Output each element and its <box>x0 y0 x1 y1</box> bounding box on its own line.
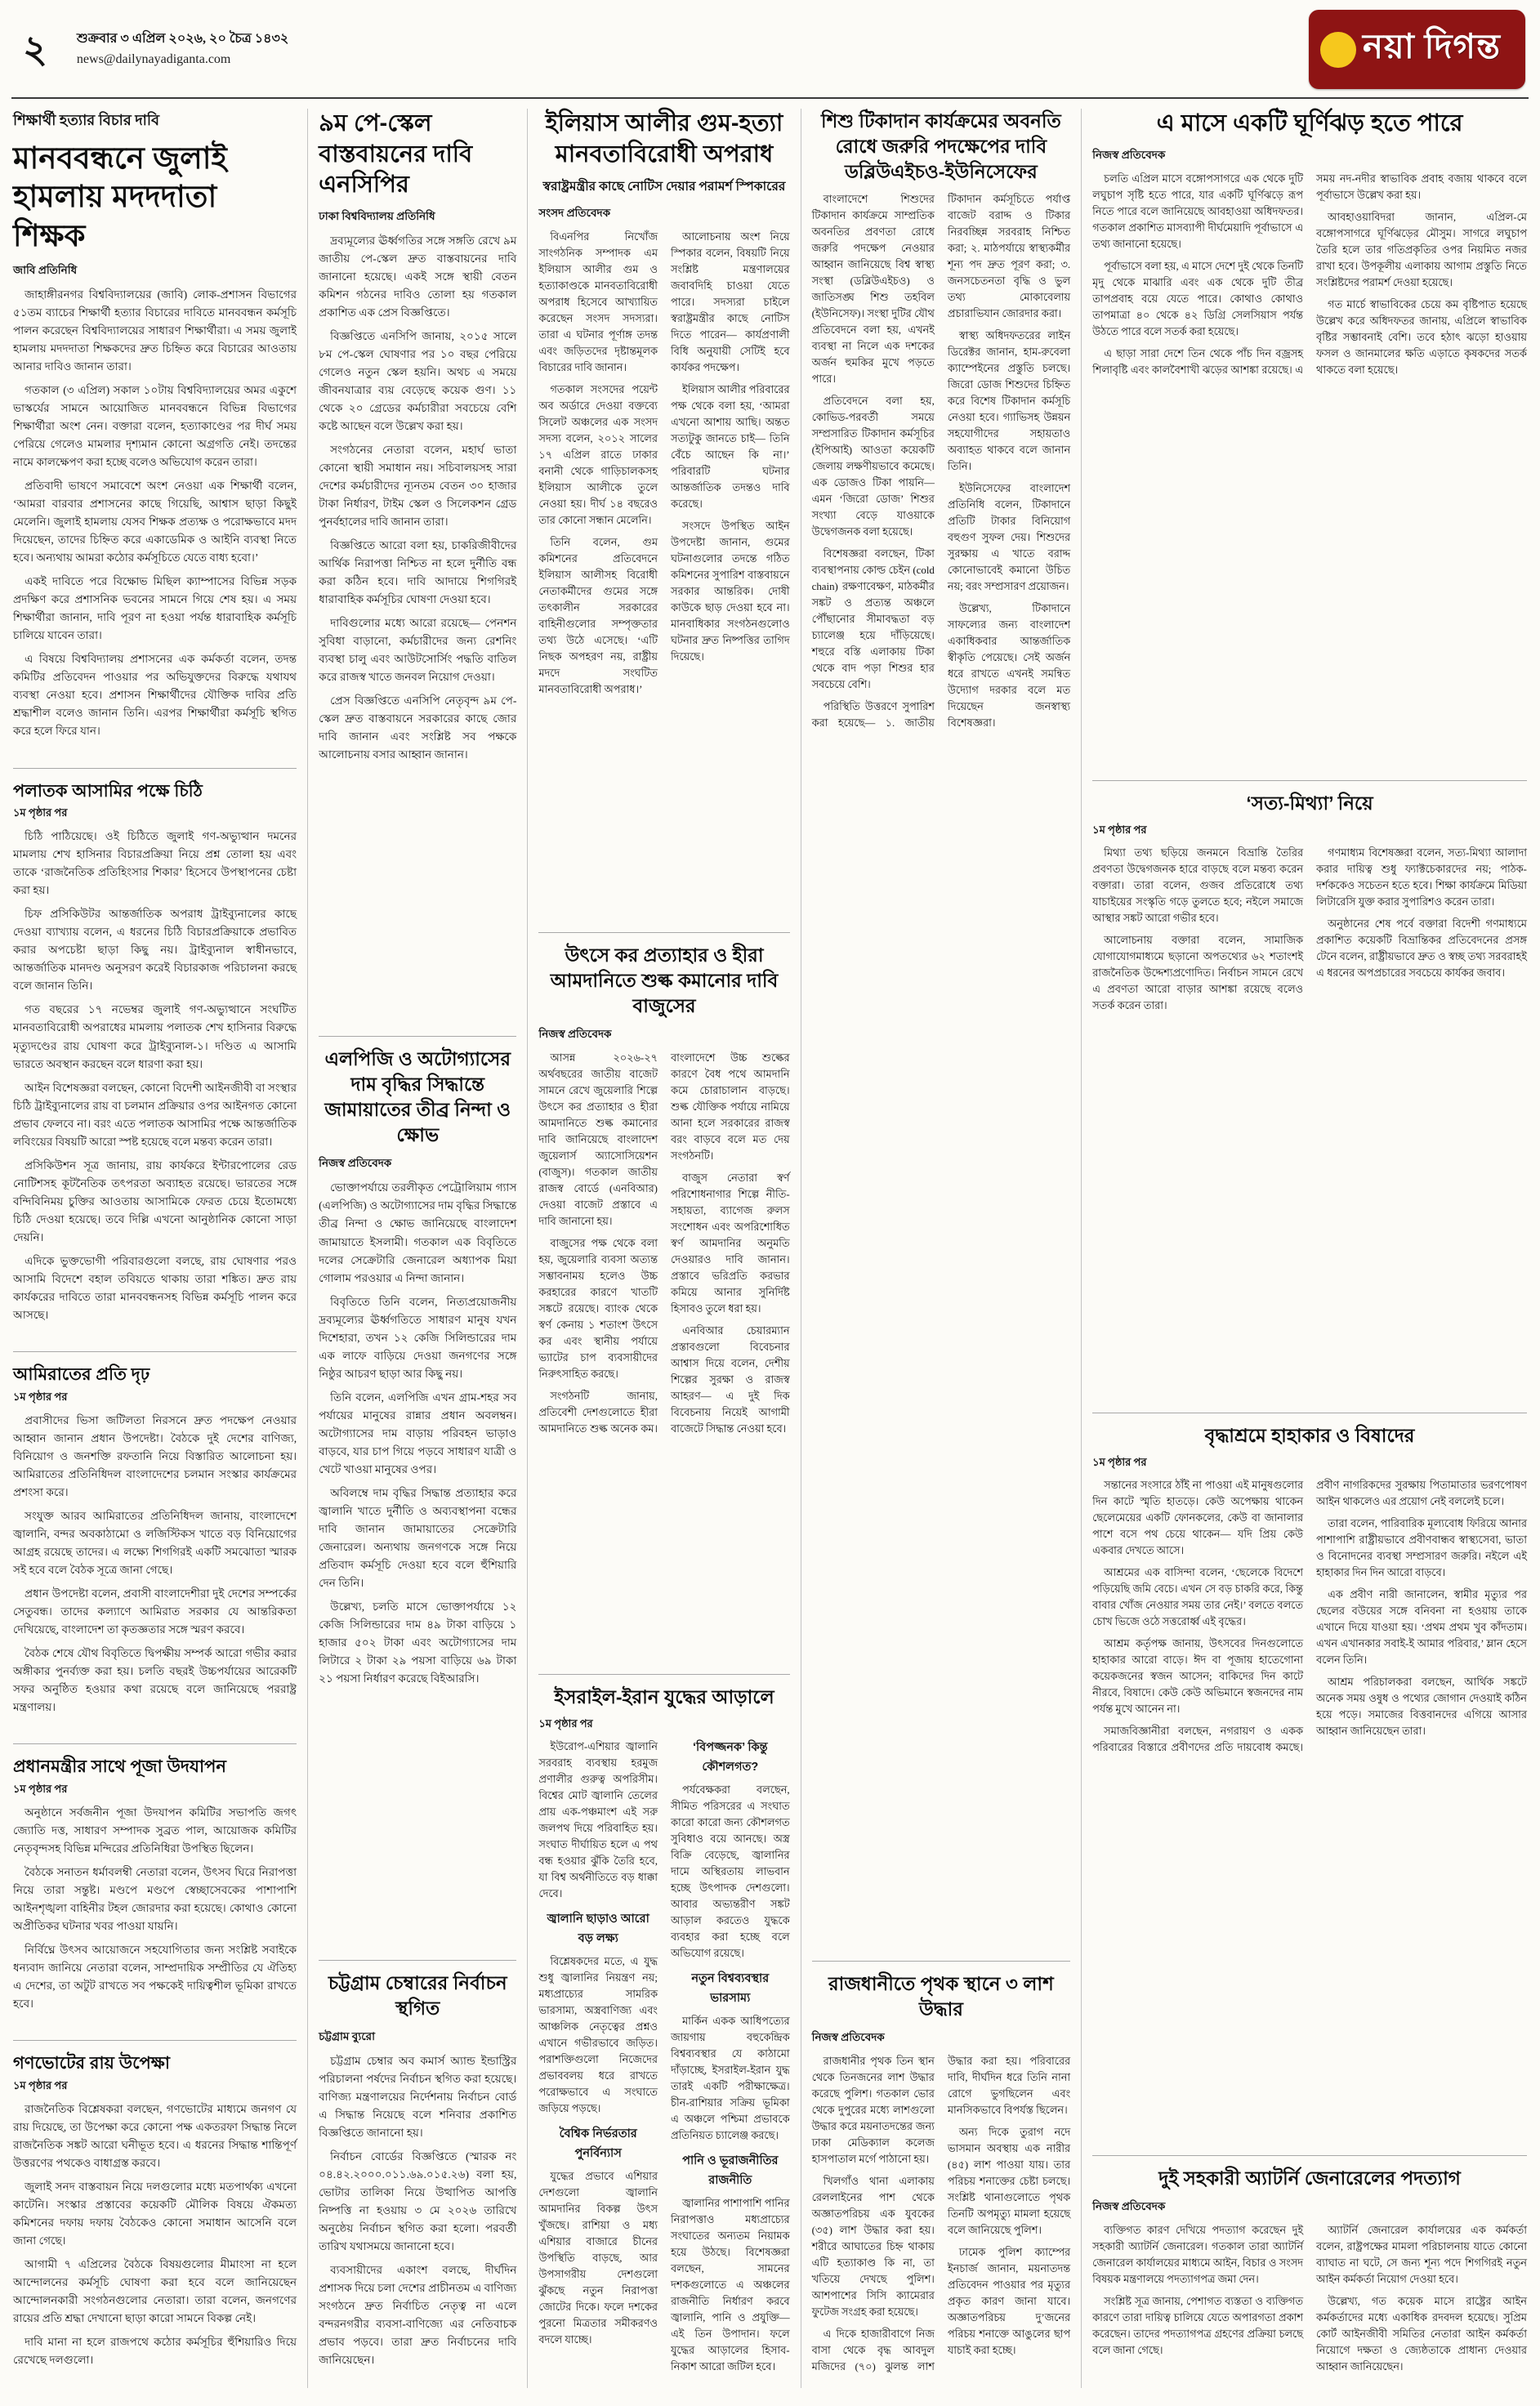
article-headline: ৯ম পে-স্কেল বাস্তবায়নের দাবি এনসিপির <box>319 110 473 199</box>
body-paragraph: এক প্রবীণ নারী জানালেন, স্বামীর মৃত্যুর পর ছেলের বউয়ের সঙ্গে বনিবনা না হওয়ায় তাকে এখানে দিয়ে যাওয়া হয়। ‘প্রথম প্রথম খুব কাঁদতাম। এখন এখানকার সবাই-ই আমার পরিবার,’ ম্লান হেসে বলেন তিনি। <box>1316 1589 1527 1667</box>
body-paragraph: বিএনপির নিখোঁজ সাংগঠনিক সম্পাদক এম ইলিয়াস আলীর গুম ও হত্যাকাণ্ডকে মানবতাবিরোধী অপরাধ হিসেবে আখ্যায়িত করেছেন সংসদ সদস্যরা। তারা এ ঘটনার পূর্ণাঙ্গ তদন্ত এবং জড়িতদের দৃষ্টান্তমূলক বিচারের দাবি জানান। <box>538 231 658 374</box>
article-byline: নিজস্ব প্রতিবেদক <box>1092 148 1166 161</box>
article-kicker: শিক্ষার্থী হত্যার বিচার দাবি <box>13 112 160 128</box>
article-headline: প্রধানমন্ত্রীর সাথে পূজা উদযাপন <box>13 1757 226 1777</box>
jump-label: ১ম পৃষ্ঠার পর <box>1092 1456 1147 1469</box>
body-paragraph: স্বাস্থ্য অধিদফতরের লাইন ডিরেক্টর জানান, হাম-রুবেলা ক্যাম্পেইনের প্রস্তুতি চলছে। জিরো ডোজ শিশুদের চিহ্নিত করে বিশেষ টিকাদান কর্মসূচি নেওয়া হবে। গ্যাভিসহ উন্নয়ন সহযোগীদের সহায়তাও অব্যাহত থাকবে বলে জানান তিনি। <box>947 330 1071 473</box>
body-paragraph: আবহাওয়াবিদরা জানান, এপ্রিল-মে বঙ্গোপসাগরে ঘূর্ণিঝড়ের মৌসুম। সাগরে লঘুচাপ তৈরি হলে তার গতিপ্রকৃতির ওপর নিয়মিত নজর রাখা হবে। উপকূলীয় এলাকায় আগাম প্রস্তুতি নিতে সংশ্লিষ্টদের পরামর্শ দেওয়া হয়েছে। <box>1316 211 1527 288</box>
article-headline: ইসরাইল-ইরান যুদ্ধের আড়ালে <box>554 1685 774 1707</box>
article-body <box>319 232 516 764</box>
body-paragraph: প্রেস বিজ্ঞপ্তিতে এনসিপি নেতৃবৃন্দ ৯ম পে-স্কেল দ্রুত বাস্তবায়নে সরকারের কাছে জোর দাবি জানান এবং সংশ্লিষ্ট সব পক্ষকে আলোচনায় বসার আহ্বান জানান। <box>319 694 517 761</box>
article-body <box>812 2053 1071 2375</box>
jump-label: ১ম পৃষ্ঠার পর <box>538 1717 593 1730</box>
body-paragraph: খিলগাঁও থানা এলাকায় রেললাইনের পাশ থেকে অজ্ঞাতপরিচয় এক যুবকের (৩৫) লাশ উদ্ধার করা হয়। শরীরে আঘাতের চিহ্ন থাকায় এটি হত্যাকাণ্ড কি না, তা খতিয়ে দেখছে পুলিশ। আশপাশের সিসি ক্যামেরার ফুটেজ সংগ্রহ করা হয়েছে। <box>811 2176 935 2318</box>
article-payscale <box>319 109 516 770</box>
article-byline: সংসদ প্রতিবেদক <box>538 207 611 220</box>
body-paragraph: অনুষ্ঠানে সর্বজনীন পূজা উদযাপন কমিটির সভাপতি জগৎ জ্যোতি দত্ত, সাধারণ সম্পাদক সুব্রত পাল, আয়োজক কমিটির নেতৃবৃন্দসহ বিভিন্ন মন্দিরের প্রতিনিধিরা উপস্থিত ছিলেন। <box>13 1806 297 1855</box>
article-puja <box>13 1743 297 2018</box>
article-body <box>1092 845 1527 1014</box>
inline-subhead: ‘বিপজ্জনক’ কিন্তু কৌশলগত? <box>692 1741 768 1774</box>
body-paragraph: মিথ্যা তথ্য ছড়িয়ে জনমনে বিভ্রান্তি তৈরির প্রবণতা উদ্বেগজনক হারে বাড়ছে বলে মন্তব্য করেন বক্তারা। তারা বলেন, গুজব প্রতিরোধে তথ্য যাচাইয়ের সংস্কৃতি গড়ে তুলতে হবে; নইলে সমাজে আস্থার সঙ্কট আরো গভীর হবে। <box>1092 846 1304 924</box>
article-byline: নিজস্ব প্রতিবেদক <box>319 1157 392 1170</box>
article-body <box>319 2052 516 2369</box>
body-paragraph: সংযুক্ত আরব আমিরাতের প্রতিনিধিদল জানায়, বাংলাদেশে জ্বালানি, বন্দর অবকাঠামো ও লজিস্টিকস খাতে বড় বিনিয়োগের আগ্রহ রয়েছে তাদের। এ লক্ষ্যে শিগগিরই একটি সমঝোতা স্মারক সই হবে বলে বৈঠক সূত্রে জানা গেছে। <box>13 1509 297 1576</box>
article-headline: গণভোটের রায় উপেক্ষা <box>13 2054 170 2073</box>
body-paragraph: সংশ্লিষ্ট সূত্র জানায়, পেশাগত ব্যস্ততা ও ব্যক্তিগত কারণে তারা দায়িত্ব চালিয়ে যেতে অপারগতা প্রকাশ করেছেন। তাদের পদত্যাগপত্র গ্রহণের প্রক্রিয়া চলছে বলে জানা গেছে। <box>1092 2295 1304 2356</box>
body-paragraph: পূর্বাভাসে বলা হয়, এ মাসে দেশে দুই থেকে তিনটি মৃদু থেকে মাঝারি এবং এক থেকে দুটি তীব্র তাপপ্রবাহ বয়ে যেতে পারে। কোথাও কোথাও তাপমাত্রা ৪০ থেকে ৪২ ডিগ্রি সেলসিয়াস পর্যন্ত উঠতে পারে বলে সতর্ক করা হয়েছে। <box>1092 260 1304 337</box>
article-headline: বৃদ্ধাশ্রমে হাহাকার ও বিষাদের <box>1204 1425 1415 1447</box>
article-headline: এ মাসে একটি ঘূর্ণিঝড় হতে পারে <box>1156 110 1463 136</box>
body-paragraph: রাজনৈতিক বিশ্লেষকরা বলছেন, গণভোটের মাধ্যমে জনগণ যে রায় দিয়েছে, তা উপেক্ষা করে কোনো পক্ষ একতরফা সিদ্ধান্ত নিলে রাজনৈতিক সঙ্কট আরো ঘনীভূত হবে। এ ধরনের সিদ্ধান্ত শান্তিপূর্ণ উত্তরণের পথকেও বাধাগ্রস্ত করবে। <box>13 2102 297 2169</box>
inline-subhead: নতুন বিশ্বব্যবস্থার ভারসাম্য <box>691 1972 770 2005</box>
article-headline: মানববন্ধনে জুলাই হামলায় মদদদাতা শিক্ষক <box>13 141 227 252</box>
body-paragraph: প্রতিবাদী ভাষণে সমাবেশে অংশ নেওয়া এক শিক্ষার্থী বলেন, ‘আমরা বারবার প্রশাসনের কাছে গিয়েছি, আশ্বাস ছাড়া কিছুই মেলেনি। জুলাই হামলায় যেসব শিক্ষক প্রত্যক্ষ ও পরোক্ষভাবে মদদ দিয়েছেন, তাদের চিহ্নিত করে একাডেমিক ও আইনি ব্যবস্থা নিতে হবে। অন্যথায় আমরা কঠোর কর্মসূচিতে যেতে বাধ্য হবো।’ <box>13 480 297 565</box>
article-body <box>538 1739 789 2375</box>
body-paragraph: সংসদে উপস্থিত আইন উপদেষ্টা জানান, গুমের ঘটনাগুলোর তদন্তে গঠিত কমিশনের সুপারিশ বাস্তবায়নে সরকার আন্তরিক। দোষী কাউকে ছাড় দেওয়া হবে না। মানবাধিকার সংগঠনগুলোও ঘটনার দ্রুত নিষ্পত্তির তাগিদ দিয়েছে। <box>670 520 790 663</box>
body-paragraph: ইউরোপ-এশিয়ার জ্বালানি সরবরাহ ব্যবস্থায় হরমুজ প্রণালীর গুরুত্ব অপরিসীম। বিশ্বের মোট জ্বালানি তেলের প্রায় এক-পঞ্চমাংশ এই সরু জলপথ দিয়ে পরিবাহিত হয়। সংঘাত দীর্ঘায়িত হলে এ পথ বন্ধ হওয়ার ঝুঁকি তৈরি হবে, যা বিশ্ব অর্থনীতিতে বড় ধাক্কা দেবে। <box>538 1741 658 1899</box>
body-paragraph: তারা বলেন, পারিবারিক মূল্যবোধ ফিরিয়ে আনার পাশাপাশি রাষ্ট্রীয়ভাবে প্রবীণবান্ধব স্বাস্থ্যসেবা, ভাতা ও বিনোদনের ব্যবস্থা সম্প্রসারণ জরুরি। নইলে এই হাহাকার দিন দিন আরো বাড়বে। <box>1316 1518 1527 1579</box>
article-manobbondhon <box>13 109 297 746</box>
body-paragraph: জাহাঙ্গীরনগর বিশ্ববিদ্যালয়ের (জাবি) লোক-প্রশাসন বিভাগের ৫১তম ব্যাচের শিক্ষার্থী হত্যার বিচারের দাবিতে মানববন্ধন কর্মসূচি পালন করেছেন বিশ্ববিদ্যালয়ের সাধারণ শিক্ষার্থীরা। এ সময় জুলাই হামলায় মদদদাতা শিক্ষকদের দ্রুত চিহ্নিত করে বিচারের আওতায় আনার দাবিও জানান তারা। <box>13 288 297 373</box>
body-paragraph: অবিলম্বে দাম বৃদ্ধির সিদ্ধান্ত প্রত্যাহার করে জ্বালানি খাতে দুর্নীতি ও অব্যবস্থাপনা বন্ধের দাবি জানান জামায়াতের সেক্রেটারি জেনারেল। অন্যথায় জনগণকে সঙ্গে নিয়ে প্রতিবাদ কর্মসূচি দেওয়া হবে বলে হুঁশিয়ারি দেন তিনি। <box>319 1486 517 1589</box>
body-paragraph: একই দাবিতে পরে বিক্ষোভ মিছিল ক্যাম্পাসের বিভিন্ন সড়ক প্রদক্ষিণ করে প্রশাসনিক ভবনের সামনে গিয়ে শেষ হয়। এ সময় শিক্ষার্থীরা জানান, দাবি পূরণ না হওয়া পর্যন্ত ধারাবাহিক কর্মসূচি চালিয়ে যাবেন তারা। <box>13 575 297 642</box>
column-4 <box>801 109 1082 2388</box>
body-paragraph: জুলাই সনদ বাস্তবায়ন নিয়ে দলগুলোর মধ্যে মতপার্থক্য এখনো কাটেনি। সংস্কার প্রস্তাবের কয়েকটি মৌলিক বিষয়ে ঐকমত্য কমিশনের দফায় দফায় বৈঠকেও কোনো সমাধান আসেনি বলে জানা গেছে। <box>13 2180 297 2247</box>
article-headline: দুই সহকারী অ্যাটর্নি জেনারেলের পদত্যাগ <box>1158 2167 1461 2189</box>
article-bajus <box>538 932 789 1440</box>
article-byline: চট্টগ্রাম ব্যুরো <box>319 2029 376 2042</box>
body-paragraph: সংগঠনের নেতারা বলেন, মহার্ঘ ভাতা কোনো স্থায়ী সমাধান নয়। সচিবালয়সহ সারা দেশের কর্মচারীদের ন্যূনতম বেতন ৩০ হাজার টাকা নির্ধারণ, টাইম স্কেল ও সিলেকশন গ্রেড পুনর্বহালের দাবি জানান তারা। <box>319 444 517 529</box>
article-body <box>319 1179 516 1687</box>
article-amirat <box>13 1351 297 1722</box>
jump-label: ১ম পৃষ্ঠার পর <box>13 2078 68 2091</box>
body-paragraph: দাবি মানা না হলে রাজপথে কঠোর কর্মসূচির হুঁশিয়ারিও দিয়ে রেখেছে দলগুলো। <box>13 2335 297 2366</box>
body-paragraph: আশ্রম পরিচালকরা বলছেন, আর্থিক সঙ্কটে অনেক সময় ওষুধ ও পথ্যের জোগান দেওয়াই কঠিন হয়ে পড়ে। সমাজের বিত্তবানদের এগিয়ে আসার আহ্বান জানিয়েছেন তারা। <box>1316 1676 1527 1738</box>
article-cyclone <box>1092 109 1527 381</box>
article-gonovote <box>13 2040 297 2375</box>
article-body <box>1092 1477 1527 1756</box>
article-headline: চট্টগ্রাম চেম্বারের নির্বাচন স্থগিত <box>328 1971 507 2019</box>
jump-label: ১ম পৃষ্ঠার পর <box>13 806 68 819</box>
article-tika <box>812 109 1071 734</box>
article-byline: নিজস্ব প্রতিবেদক <box>1092 2199 1166 2212</box>
jump-label: ১ম পৃষ্ঠার পর <box>13 1782 68 1795</box>
article-byline: জাবি প্রতিনিধি <box>13 264 78 277</box>
body-paragraph: মার্কিন একক আধিপত্যের জায়গায় বহুকেন্দ্রিক বিশ্বব্যবস্থার যে কাঠামো দাঁড়াচ্ছে, ইসরাইল-ইরান যুদ্ধ তারই একটি পরীক্ষাক্ষেত্র। চীন-রাশিয়ার সক্রিয় ভূমিকা এ অঞ্চলে পশ্চিমা প্রভাবকে প্রতিনিয়ত চ্যালেঞ্জ করছে। <box>670 2015 790 2141</box>
body-paragraph: বৈঠকে সনাতন ধর্মাবলম্বী নেতারা বলেন, উৎসব ঘিরে নিরাপত্তা নিয়ে তারা সন্তুষ্ট। মণ্ডপে মণ্ডপে স্বেচ্ছাসেবকের পাশাপাশি আইনশৃঙ্খলা বাহিনীর টহল জোরদার করা হয়েছে। কোথাও কোনো অপ্রীতিকর ঘটনার খবর পাওয়া যায়নি। <box>13 1865 297 1932</box>
body-paragraph: প্রবাসীদের ভিসা জটিলতা নিরসনে দ্রুত পদক্ষেপ নেওয়ার আহ্বান জানান প্রধান উপদেষ্টা। বৈঠকে দুই দেশের বাণিজ্য, বিনিয়োগ ও জনশক্তি রফতানি নিয়ে বিস্তারিত আলোচনা হয়। আমিরাতের প্রতিনিধিদল বাংলাদেশের চলমান সংস্কার কার্যক্রমের প্রশংসা করে। <box>13 1413 297 1498</box>
column-5 <box>1081 109 1529 2388</box>
body-paragraph: প্রতিবেদনে বলা হয়, কোভিড-পরবর্তী সময়ে সম্প্রসারিত টিকাদান কর্মসূচির (ইপিআই) আওতা কয়েকটি জেলায় লক্ষণীয়ভাবে কমেছে। এক ডোজও টিকা পায়নি— এমন ‘জিরো ডোজ’ শিশুর সংখ্যা বেড়ে যাওয়াকে উদ্বেগজনক বলা হয়েছে। <box>811 395 935 538</box>
body-paragraph: গণমাধ্যম বিশেষজ্ঞরা বলেন, সত্য-মিথ্যা আলাদা করার দায়িত্ব শুধু ফ্যাক্টচেকারদের নয়; পাঠক-দর্শককেও সচেতন হতে হবে। শিক্ষা কার্যক্রমে মিডিয়া লিটারেসি যুক্ত করার সুপারিশও করেন তারা। <box>1316 846 1527 908</box>
article-headline: এলপিজি ও অটোগ্যাসের দাম বৃদ্ধির সিদ্ধান্তে জামায়াতের তীব্র নিন্দা ও ক্ষোভ <box>324 1048 511 1146</box>
article-truth <box>1092 780 1527 1014</box>
body-paragraph: বিবৃতিতে তিনি বলেন, নিত্যপ্রয়োজনীয় দ্রব্যমূল্যের ঊর্ধ্বগতিতে সাধারণ মানুষ যখন দিশেহারা, তখন ১২ কেজি সিলিন্ডারের দাম এক লাফে বাড়িয়ে দেওয়া জনগণের সঙ্গে নিষ্ঠুর আচরণ ছাড়া আর কিছু নয়। <box>319 1295 517 1380</box>
article-ilias <box>538 109 789 698</box>
body-paragraph: আশ্রম কর্তৃপক্ষ জানায়, উৎসবের দিনগুলোতে হাহাকার আরো বাড়ে। ঈদ বা পূজায় হাতেগোনা কয়েকজনের স্বজন আসেন; বাকিদের দিন কাটে নীরবে, বিষাদে। কেউ কেউ অভিমানে স্বজনদের নাম পর্যন্ত মুখে আনেন না। <box>1092 1638 1304 1716</box>
article-polatok <box>13 768 297 1330</box>
body-paragraph: ইউনিসেফের বাংলাদেশ প্রতিনিধি বলেন, টিকাদানে প্রতিটি টাকার বিনিয়োগ বহুগুণ সুফল দেয়। শিশুদের সুরক্ষায় এ খাতে বরাদ্দ কোনোভাবেই কমানো উচিত নয়; বরং সম্প্রসারণ প্রয়োজন। <box>947 483 1071 593</box>
article-headline: ‘সত্য-মিথ্যা’ নিয়ে <box>1246 792 1373 814</box>
article-ctg-chamber <box>319 1960 516 2375</box>
page-number: ২ <box>23 28 47 70</box>
body-paragraph: বাজুসের পক্ষ থেকে বলা হয়, জুয়েলারি ব্যবসা অত্যন্ত সম্ভাবনাময় হলেও উচ্চ করহারের কারণে খাতটি সঙ্কটে রয়েছে। ব্যাংক থেকে স্বর্ণ কেনায় ১ শতাংশ উৎসে কর এবং স্থানীয় পর্যায়ে ভ্যাটের চাপ ব্যবসায়ীদের নিরুৎসাহিত করছে। <box>538 1237 658 1380</box>
body-paragraph: তিনি বলেন, গুম কমিশনের প্রতিবেদনে ইলিয়াস আলীসহ বিরোধী নেতাকর্মীদের গুমের সঙ্গে তৎকালীন সরকারের বাহিনীগুলোর সম্পৃক্ততার তথ্য উঠে এসেছে। ‘এটি নিছক অপহরণ নয়, রাষ্ট্রীয় মদদে সংঘটিত মানবতাবিরোধী অপরাধ।’ <box>538 537 658 696</box>
article-subkicker: স্বরাষ্ট্রমন্ত্রীর কাছে নোটিস দেয়ার পরামর্শ স্পিকারের <box>542 180 786 194</box>
body-paragraph: সন্তানের সংসারে ঠাঁই না পাওয়া এই মানুষগুলোর দিন কাটে স্মৃতি হাতড়ে। কেউ অপেক্ষায় থাকেন ছেলেমেয়ের একটি ফোনকলের, কেউ বা জানালার পাশে বসে পথ চেয়ে থাকেন— যদি প্রিয় কেউ একবার দেখতে আসে। <box>1092 1480 1304 1557</box>
body-paragraph: যুদ্ধের প্রভাবে এশিয়ার দেশগুলো জ্বালানি আমদানির বিকল্প উৎস খুঁজছে। রাশিয়া ও মধ্য এশিয়ার বাজারে চীনের উপস্থিতি বাড়ছে, আর উপসাগরীয় দেশগুলো ঝুঁকছে নতুন নিরাপত্তা জোটের দিকে। ফলে দশকের পুরনো মিত্রতার সমীকরণও বদলে যাচ্ছে। <box>538 2171 658 2346</box>
body-paragraph: এ ছাড়া সারা দেশে তিন থেকে পাঁচ দিন বজ্রসহ শিলাবৃষ্টি এবং কালবৈশাখী ঝড়ের আশঙ্কা রয়েছে। এ সময় নদ-নদীর স্বাভাবিক প্রবাহ বজায় থাকবে বলে পূর্বাভাসে উল্লেখ করা হয়। <box>1092 172 1527 376</box>
body-paragraph: উল্লেখ্য, গত কয়েক মাসে রাষ্ট্রের আইন কর্মকর্তাদের মধ্যে একাধিক রদবদল হয়েছে। সুপ্রিম কোর্ট আইনজীবী সমিতির নেতারা আইন কর্মকর্তা নিয়োগে দক্ষতা ও জ্যেষ্ঠতাকে প্রাধান্য দেওয়ার আহ্বান জানিয়েছেন। <box>1316 2295 1527 2373</box>
body-paragraph: আইন বিশেষজ্ঞরা বলছেন, কোনো বিদেশী আইনজীবী বা সংস্থার চিঠি ট্রাইব্যুনালের রায় বা চলমান প্রক্রিয়ার ওপর আইনগত কোনো প্রভাব ফেলবে না। বরং এতে পলাতক আসামির পক্ষে আন্তর্জাতিক লবিংয়ের বিষয়টি আরো স্পষ্ট হয়েছে বলে মন্তব্য করেন তারা। <box>13 1081 297 1148</box>
inline-subhead: বৈশ্বিক নির্ভরতার পুনর্বিন্যাস <box>559 2127 637 2160</box>
body-paragraph: প্রসিকিউশন সূত্র জানায়, রায় কার্যকরে ইন্টারপোলের রেড নোটিশসহ কূটনৈতিক তৎপরতা অব্যাহত রয়েছে। ভারতের সঙ্গে বন্দিবিনিময় চুক্তির আওতায় আসামিকে ফেরত চেয়ে ইতোমধ্যে চিঠি দেওয়া হয়েছে। তবে দিল্লি এখনো আনুষ্ঠানিক কোনো সাড়া দেয়নি। <box>13 1158 297 1243</box>
body-paragraph: ঢামেক পুলিশ ক্যাম্পের ইনচার্জ জানান, ময়নাতদন্ত প্রতিবেদন পাওয়ার পর মৃত্যুর প্রকৃত কারণ জানা যাবে। অজ্ঞাতপরিচয় দু’জনের পরিচয় শনাক্তে আঙুলের ছাপ যাচাই করা হচ্ছে। <box>947 2247 1071 2356</box>
article-body <box>538 229 789 698</box>
body-paragraph: জ্বালানির পাশাপাশি পানির নিরাপত্তাও মধ্যপ্রাচ্যের সংঘাতের অন্যতম নিয়ামক হয়ে উঠছে। বিশেষজ্ঞরা বলছেন, সামনের দশকগুলোতে এ অঞ্চলের রাজনীতি নির্ধারণ করবে জ্বালানি, পানি ও প্রযুক্তি— এই তিন উপাদান। ফলে যুদ্ধের আড়ালের হিসাব-নিকাশ আরো জটিল হবে। <box>670 2198 790 2373</box>
masthead <box>11 8 1529 99</box>
article-headline: ইলিয়াস আলীর গুম-হত্যা মানবতাবিরোধী অপরাধ <box>545 110 783 167</box>
body-paragraph: বিজ্ঞপ্তিতে এনসিপি জানায়, ২০১৫ সালে ৮ম পে-স্কেল ঘোষণার পর ১০ বছর পেরিয়ে গেলেও নতুন স্কেল হয়নি। অথচ এ সময়ে জীবনযাত্রার ব্যয় বেড়েছে কয়েক গুণ। ১১ থেকে ২০ গ্রেডের কর্মচারীরা সবচেয়ে বেশি কষ্টে আছেন বলে উল্লেখ করা হয়। <box>319 330 517 433</box>
body-paragraph: চিঠি পাঠিয়েছে। ওই চিঠিতে জুলাই গণ-অভ্যুত্থান দমনের মামলায় শেখ হাসিনার বিচারপ্রক্রিয়া নিয়ে প্রশ্ন তোলা হয় এবং তাকে ‘রাজনৈতিক প্রতিহিংসার শিকার’ হিসেবে উপস্থাপনের চেষ্টা করা হয়। <box>13 830 297 897</box>
body-paragraph: অনুষ্ঠানের শেষ পর্বে বক্তারা বিদেশী গণমাধ্যমে প্রকাশিত কয়েকটি বিভ্রান্তিকর প্রতিবেদনের প্রসঙ্গ টেনে বলেন, রাষ্ট্রীয়ভাবে দ্রুত ও স্বচ্ছ তথ্য সরবরাহই এ ধরনের অপপ্রচারের সবচেয়ে কার্যকর জবাব। <box>1316 917 1527 979</box>
body-paragraph: প্রধান উপদেষ্টা বলেন, প্রবাসী বাংলাদেশীরা দুই দেশের সম্পর্কের সেতুবন্ধ। তাদের কল্যাণে আমিরাত সরকার যে আন্তরিকতা দেখিয়েছে, বাংলাদেশ তা কৃতজ্ঞতার সঙ্গে স্মরণ করবে। <box>13 1587 297 1636</box>
body-paragraph: বিশেষজ্ঞরা বলছেন, টিকা ব্যবস্থাপনায় কোল্ড চেইন (cold chain) রক্ষণাবেক্ষণ, মাঠকর্মীর সঙ্কট ও প্রত্যন্ত অঞ্চলে পৌঁছানোর সীমাবদ্ধতা বড় চ্যালেঞ্জ হয়ে দাঁড়িয়েছে। শহুরে বস্তি এলাকায় টিকা থেকে বাদ পড়া শিশুর হার সবচেয়ে বেশি। <box>811 548 935 691</box>
logo-text: নয়া দিগন্ত <box>1362 29 1501 66</box>
body-paragraph: পরিস্থিতি উত্তরণে সুপারিশ করা হয়েছে— ১. জাতীয় টিকাদান কর্মসূচিতে পর্যাপ্ত বাজেট বরাদ্দ ও টিকার নিরবচ্ছিন্ন সরবরাহ নিশ্চিত করা; ২. মাঠপর্যায়ে স্বাস্থ্যকর্মীর শূন্য পদ দ্রুত পূরণ করা; ৩. জনসচেতনতা বৃদ্ধি ও ভুল তথ্য মোকাবেলায় প্রচারাভিযান জোরদার করা। <box>811 194 1071 730</box>
article-body <box>1092 171 1527 382</box>
column-2 <box>307 109 527 2388</box>
body-paragraph: অন্য দিকে তুরাগ নদে ভাসমান অবস্থায় এক নারীর (৪৫) লাশ পাওয়া যায়। তার পরিচয় শনাক্তের চেষ্টা চলছে। সংশ্লিষ্ট থানাগুলোতে পৃথক তিনটি অপমৃত্যু মামলা হয়েছে বলে জানিয়েছে পুলিশ। <box>947 2127 1071 2236</box>
column-1 <box>11 109 307 2388</box>
body-paragraph: ভোক্তাপর্যায়ে তরলীকৃত পেট্রোলিয়াম গ্যাস (এলপিজি) ও অটোগ্যাসের দাম বৃদ্ধির সিদ্ধান্তে তীব্র নিন্দা ও ক্ষোভ জানিয়েছে বাংলাদেশ জামায়াতে ইসলামী। গতকাল এক বিবৃতিতে দলের সেক্রেটারি জেনারেল অধ্যাপক মিয়া গোলাম পরওয়ার এ নিন্দা জানান। <box>319 1181 517 1284</box>
article-byline: নিজস্ব প্রতিবেদক <box>811 2031 885 2043</box>
jump-label: ১ম পৃষ্ঠার পর <box>1092 823 1147 836</box>
article-body <box>13 286 297 740</box>
body-paragraph: বিশ্লেষকদের মতে, এ যুদ্ধ শুধু জ্বালানির নিয়ন্ত্রণ নয়; মধ্যপ্রাচ্যের সামরিক ভারসাম্য, অস্ত্রবাণিজ্য এবং আঞ্চলিক নেতৃত্বের প্রশ্নও এখানে গভীরভাবে জড়িত। পরাশক্তিগুলো নিজেদের প্রভাববলয় ধরে রাখতে পরোক্ষভাবে এ সংঘাতে জড়িয়ে পড়ছে। <box>538 1956 658 2114</box>
body-paragraph: আলোচনায় বক্তারা বলেন, সামাজিক যোগাযোগমাধ্যমে ছড়ানো অপতথ্যের ৬২ শতাংশই রাজনৈতিক উদ্দেশ্যপ্রণোদিত। নির্বাচন সামনে রেখে এ প্রবণতা আরো বাড়ার আশঙ্কা রয়েছে বলেও সতর্ক করেন তারা। <box>1092 934 1304 1011</box>
body-paragraph: উল্লেখ্য, টিকাদানে সাফল্যের জন্য বাংলাদেশ একাধিকবার আন্তর্জাতিক স্বীকৃতি পেয়েছে। সেই অর্জন ধরে রাখতে এখনই সমন্বিত উদ্যোগ দরকার বলে মত দিয়েছেন জনস্বাস্থ্য বিশেষজ্ঞরা। <box>947 603 1071 730</box>
article-briddhasrom <box>1092 1413 1527 1756</box>
article-headline: আমিরাতের প্রতি দৃঢ় <box>13 1365 150 1385</box>
article-headline: শিশু টিকাদান কার্যক্রমের অবনতি রোধে জরুরি পদক্ষেপের দাবি ডব্লিউএইচও-ইউনিসেফের <box>821 110 1061 183</box>
inline-subhead: জ্বালানি ছাড়াও আরো বড় লক্ষ্য <box>547 1913 649 1945</box>
body-paragraph: আগামী ৭ এপ্রিলের বৈঠকে বিষয়গুলোর মীমাংসা না হলে আন্দোলনের কর্মসূচি ঘোষণা করা হবে বলে জানিয়েছেন আন্দোলনকারী সংগঠনগুলোর নেতারা। তারা বলেন, জনগণের রায়ের প্রতি শ্রদ্ধা দেখানো ছাড়া কারো সামনে বিকল্প নেই। <box>13 2257 297 2324</box>
article-body <box>812 191 1071 734</box>
body-paragraph: সংগঠনটি জানায়, প্রতিবেশী দেশগুলোতে হীরা আমদানিতে শুল্ক অনেক কম। বাংলাদেশে উচ্চ শুল্কের কারণে বৈধ পথে আমদানি কমে চোরাচালান বাড়ছে। শুল্ক যৌক্তিক পর্যায়ে নামিয়ে আনা হলে সরকারের রাজস্ব বরং বাড়বে বলে মত দেয় সংগঠনটি। <box>538 1051 790 1435</box>
body-paragraph: গতকাল (৩ এপ্রিল) সকাল ১০টায় বিশ্ববিদ্যালয়ের অমর একুশে ভাস্কর্যের সামনে আয়োজিত মানববন্ধনে বিভিন্ন বিভাগের শিক্ষার্থীরা অংশ নেন। বক্তারা বলেন, হত্যাকাণ্ডের পর দীর্ঘ সময় পেরিয়ে গেলেও মামলার দৃশ্যমান কোনো অগ্রগতি নেই। তদন্তের নামে কালক্ষেপণ করা হচ্ছে বলেও অভিযোগ করেন তারা। <box>13 384 297 469</box>
article-body <box>13 1412 297 1716</box>
body-paragraph: আশ্রমের এক বাসিন্দা বলেন, ‘ছেলেকে বিদেশে পড়িয়েছি জমি বেচে। এখন সে বড় চাকরি করে, কিন্তু বাবার খোঁজ নেওয়ার সময় তার নেই।’ বলতে বলতে চোখ ভিজে ওঠে সত্তরোর্ধ্ব এই বৃদ্ধের। <box>1092 1567 1304 1628</box>
date-block <box>77 29 288 70</box>
body-paragraph: এ দিকে হাজারীবাগে নিজ বাসা থেকে বৃদ্ধ আবদুল মজিদের (৭০) ঝুলন্ত লাশ উদ্ধার করা হয়। পরিবারের দাবি, দীর্ঘদিন ধরে তিনি নানা রোগে ভুগছিলেন এবং মানসিকভাবে বিপর্যস্ত ছিলেন। <box>811 2056 1071 2373</box>
body-paragraph: চলতি এপ্রিল মাসে বঙ্গোপসাগরে এক থেকে দুটি লঘুচাপ সৃষ্টি হতে পারে, যার একটি ঘূর্ণিঝড়ে রূপ নিতে পারে বলে জানিয়েছে আবহাওয়া অধিদফতর। গতকাল প্রকাশিত মাসব্যাপী দীর্ঘমেয়াদি পূর্বাভাসে এ তথ্য জানানো হয়েছে। <box>1092 172 1304 250</box>
body-paragraph: এদিকে ভুক্তভোগী পরিবারগুলো বলছে, রায় ঘোষণার পরও আসামি বিদেশে বহাল তবিয়তে থাকায় তারা শঙ্কিত। দ্রুত রায় কার্যকরের দাবিতে তারা মানববন্ধনসহ বিভিন্ন কর্মসূচি পালন করে আসছে। <box>13 1254 297 1321</box>
body-paragraph: নির্বিঘ্নে উৎসব আয়োজনে সহযোগিতার জন্য সংশ্লিষ্ট সবাইকে ধন্যবাদ জানিয়ে নেতারা বলেন, সাম্প্রদায়িক সম্প্রীতির যে ঐতিহ্য এ দেশের, তা অটুট রাখতে সব পক্ষকেই দায়িত্বশীল ভূমিকা রাখতে হবে। <box>13 1943 297 2010</box>
sun-icon <box>1320 32 1356 68</box>
article-body <box>538 1050 789 1440</box>
body-paragraph: ব্যক্তিগত কারণ দেখিয়ে পদত্যাগ করেছেন দুই সহকারী অ্যাটর্নি জেনারেল। গতকাল তারা অ্যাটর্নি জেনারেল কার্যালয়ের মাধ্যমে আইন, বিচার ও সংসদ বিষয়ক মন্ত্রণালয়ে পদত্যাগপত্র জমা দেন। <box>1092 2224 1304 2285</box>
article-israel-iran <box>538 1674 789 2375</box>
body-paragraph: উল্লেখ্য, চলতি মাসে ভোক্তাপর্যায়ে ১২ কেজি সিলিন্ডারের দাম ৪৯ টাকা বাড়িয়ে ১ হাজার ৫০২ টাকা এবং অটোগ্যাসের দাম লিটারে ২ টাকা ২৯ পয়সা বাড়িয়ে ৬৯ টাকা ২১ পয়সা নির্ধারণ করেছে বিইআরসি। <box>319 1600 517 1685</box>
body-paragraph: চট্টগ্রাম চেম্বার অব কমার্স অ্যান্ড ইন্ডাস্ট্রির পরিচালনা পর্ষদের নির্বাচন স্থগিত করা হয়েছে। বাণিজ্য মন্ত্রণালয়ের নির্দেশনায় নির্বাচন বোর্ড এ সিদ্ধান্ত নিয়েছে বলে শনিবার প্রকাশিত বিজ্ঞপ্তিতে জানানো হয়। <box>319 2054 517 2139</box>
body-paragraph: বিজ্ঞপ্তিতে আরো বলা হয়, চাকরিজীবীদের আর্থিক নিরাপত্তা নিশ্চিত না হলে দুর্নীতি বন্ধ করা কঠিন হবে। দাবি আদায়ে শিগগিরই ধারাবাহিক কর্মসূচির ঘোষণা দেওয়া হবে। <box>319 539 517 606</box>
body-paragraph: সমাজবিজ্ঞানীরা বলছেন, নগরায়ণ ও একক পরিবারের বিস্তারে প্রবীণদের প্রতি দায়বোধ কমছে। প্রবীণ নাগরিকদের সুরক্ষায় পিতামাতার ভরণপোষণ আইন থাকলেও এর প্রয়োগ নেই বললেই চলে। <box>1092 1480 1527 1754</box>
article-headline: পলাতক আসামির পক্ষে চিঠি <box>13 782 203 801</box>
body-paragraph: অ্যাটর্নি জেনারেল কার্যালয়ের এক কর্মকর্তা বলেন, রাষ্ট্রপক্ষের মামলা পরিচালনায় যাতে কোনো ব্যাঘাত না ঘটে, সে জন্য শূন্য পদে শিগগিরই নতুন আইন কর্মকর্তা নিয়োগ দেওয়া হবে। <box>1316 2224 1527 2285</box>
article-lpg <box>319 1036 516 1694</box>
article-headline: উৎসে কর প্রত্যাহার ও হীরা আমদানিতে শুল্ক কমানোর দাবি বাজুসের <box>550 944 779 1016</box>
body-paragraph: এনবিআর চেয়ারম্যান প্রস্তাবগুলো বিবেচনার আশ্বাস দিয়ে বলেন, দেশীয় শিল্পের সুরক্ষা ও রাজস্ব আহরণ— এ দুই দিক বিবেচনায় নিয়েই আগামী বাজেটে সিদ্ধান্ত নেওয়া হবে। <box>670 1324 790 1435</box>
body-paragraph: ইলিয়াস আলীর পরিবারের পক্ষ থেকে বলা হয়, ‘আমরা এখনো আশায় আছি। অন্তত সত্যটুকু জানতে চাই— তিনি বেঁচে আছেন কি না।’ পরিবারটি ঘটনার আন্তর্জাতিক তদন্তও দাবি করেছে। <box>670 384 790 511</box>
body-paragraph: আসন্ন ২০২৬-২৭ অর্থবছরের জাতীয় বাজেট সামনে রেখে জুয়েলারি শিল্পে উৎসে কর প্রত্যাহার ও হীরা আমদানিতে শুল্ক কমানোর দাবি জানিয়েছে বাংলাদেশ জুয়েলার্স অ্যাসোসিয়েশন (বাজুস)। গতকাল জাতীয় রাজস্ব বোর্ডে (এনবিআর) দেওয়া বাজেট প্রস্তাবে এ দাবি জানানো হয়। <box>538 1051 658 1227</box>
body-paragraph: বাংলাদেশে শিশুদের টিকাদান কার্যক্রমে সাম্প্রতিক অবনতির প্রবণতা রোধে জরুরি পদক্ষেপ নেওয়ার আহ্বান জানিয়েছে বিশ্ব স্বাস্থ্য সংস্থা (ডব্লিউএইচও) ও জাতিসঙ্ঘ শিশু তহবিল (ইউনিসেফ)। সংস্থা দুটির যৌথ প্রতিবেদনে বলা হয়, এখনই ব্যবস্থা না নিলে এক দশকের অর্জন হুমকির মুখে পড়তে পারে। <box>811 194 935 386</box>
article-body <box>13 1804 297 2013</box>
contact-email: news@dailynayadiganta.com <box>76 51 231 66</box>
article-byline: ঢাকা বিশ্ববিদ্যালয় প্রতিনিধি <box>319 210 435 223</box>
page-body <box>11 109 1529 2388</box>
body-paragraph: পর্যবেক্ষকরা বলছেন, সীমিত পরিসরের এ সংঘাত কারো কারো জন্য কৌশলগত সুবিধাও বয়ে আনছে। অস্ত্র বিক্রি বেড়েছে, জ্বালানির দামে অস্থিরতায় লাভবান হচ্ছে উৎপাদক দেশগুলো। আবার অভ্যন্তরীণ সঙ্কট আড়াল করতেও যুদ্ধকে ব্যবহার করা হচ্ছে বলে অভিযোগ রয়েছে। <box>670 1784 790 1959</box>
body-paragraph: গত বছরের ১৭ নভেম্বর জুলাই গণ-অভ্যুত্থানে সংঘটিত মানবতাবিরোধী অপরাধের মামলায় পলাতক শেখ হাসিনার বিরুদ্ধে মৃত্যুদণ্ডের রায় ঘোষণা করে ট্রাইব্যুনাল-১। দণ্ডিত এ আসামি ভারতে অবস্থান করছেন বলে ধারণা করা হয়। <box>13 1003 297 1070</box>
body-paragraph: বাজুস নেতারা স্বর্ণ পরিশোধনাগার শিল্পে নীতি-সহায়তা, ব্যাগেজ রুলস সংশোধন এবং অপরিশোধিত স্বর্ণ আমদানির অনুমতি দেওয়ারও দাবি জানান। প্রস্তাবে ভরিপ্রতি করভার কমিয়ে আনার সুনির্দিষ্ট হিসাবও তুলে ধরা হয়। <box>670 1172 790 1315</box>
body-paragraph: তিনি বলেন, এলপিজি এখন গ্রাম-শহর সব পর্যায়ের মানুষের রান্নার প্রধান অবলম্বন। অটোগ্যাসের দাম বাড়ায় পরিবহন ভাড়াও বাড়বে, যার চাপ গিয়ে পড়বে সাধারণ যাত্রী ও খেটে খাওয়া মানুষের ওপর। <box>319 1390 517 1475</box>
body-paragraph: বৈঠক শেষে যৌথ বিবৃতিতে দ্বিপক্ষীয় সম্পর্ক আরো গভীর করার অঙ্গীকার পুনর্ব্যক্ত করা হয়। চলতি বছরই উচ্চপর্যায়ের আরেকটি সফর অনুষ্ঠিত হওয়ার কথা রয়েছে বলে জানিয়েছে পররাষ্ট্র মন্ত্রণালয়। <box>13 1646 297 1713</box>
body-paragraph: গতকাল সংসদের পয়েন্ট অব অর্ডারে দেওয়া বক্তব্যে সিলেট অঞ্চলের এক সংসদ সদস্য বলেন, ২০১২ সালের ১৭ এপ্রিল রাতে ঢাকার বনানী থেকে গাড়িচালকসহ ইলিয়াস আলীকে তুলে নেওয়া হয়। দীর্ঘ ১৪ বছরেও তার কোনো সন্ধান মেলেনি। <box>538 384 658 527</box>
article-attorney <box>1092 2155 1527 2375</box>
date-line: শুক্রবার ৩ এপ্রিল ২০২৬, ২০ চৈত্র ১৪৩২ <box>76 31 289 46</box>
article-body <box>13 2100 297 2369</box>
article-byline: নিজস্ব প্রতিবেদক <box>538 1027 612 1040</box>
article-body <box>13 828 297 1324</box>
body-paragraph: গত মার্চে স্বাভাবিকের চেয়ে কম বৃষ্টিপাত হয়েছে উল্লেখ করে অধিদফতর জানায়, এপ্রিলে স্বাভাবিক বৃষ্টির সম্ভাবনাই বেশি। তবে হঠাৎ ঝড়ো হাওয়ায় ফসল ও জানমালের ক্ষতি এড়াতে কৃষকদের সতর্ক থাকতে বলা হয়েছে। <box>1316 298 1527 376</box>
column-3 <box>527 109 800 2388</box>
body-paragraph: আলোচনায় অংশ নিয়ে স্পিকার বলেন, বিষয়টি নিয়ে সংশ্লিষ্ট মন্ত্রণালয়ের জবাবদিহি চাওয়া যেতে পারে। সদস্যরা চাইলে স্বরাষ্ট্রমন্ত্রীর কাছে নোটিস দিতে পারেন— কার্যপ্রণালী বিধি অনুযায়ী সেটিই হবে কার্যকর পদক্ষেপ। <box>670 231 790 374</box>
body-paragraph: দাবিগুলোর মধ্যে আরো রয়েছে— পেনশন সুবিধা বাড়ানো, কর্মচারীদের জন্য রেশনিং ব্যবস্থা চালু এবং আউটসোর্সিং পদ্ধতি বাতিল করে রাজস্ব খাতে জনবল নিয়োগ দেওয়া। <box>319 617 517 684</box>
article-lash <box>812 1961 1071 2375</box>
body-paragraph: রাজধানীর পৃথক তিন স্থান থেকে তিনজনের লাশ উদ্ধার করেছে পুলিশ। গতকাল ভোর থেকে দুপুরের মধ্যে লাশগুলো উদ্ধার করে ময়নাতদন্তের জন্য ঢাকা মেডিক্যাল কলেজ হাসপাতাল মর্গে পাঠানো হয়। <box>811 2056 935 2165</box>
article-body <box>1092 2222 1527 2375</box>
inline-subhead: পানি ও ভূরাজনীতির রাজনীতি <box>682 2154 779 2187</box>
body-paragraph: ব্যবসায়ীদের একাংশ বলছে, দীর্ঘদিন প্রশাসক দিয়ে চলা দেশের প্রাচীনতম এ বাণিজ্য সংগঠনে দ্রুত নির্বাচিত নেতৃত্ব না এলে বন্দরনগরীর ব্যবসা-বাণিজ্যে এর নেতিবাচক প্রভাব পড়বে। তারা দ্রুত নির্বাচনের দাবি জানিয়েছেন। <box>319 2263 517 2366</box>
jump-label: ১ম পৃষ্ঠার পর <box>13 1390 68 1403</box>
body-paragraph: চিফ প্রসিকিউটর আন্তর্জাতিক অপরাধ ট্রাইব্যুনালের কাছে দেওয়া ব্যাখ্যায় বলেন, এ ধরনের চিঠি বিচারপ্রক্রিয়াকে প্রভাবিত করার অপচেষ্টা ছাড়া কিছু নয়। ট্রাইব্যুনাল স্বাধীনভাবে, আন্তর্জাতিক মানদণ্ড অনুসরণ করেই বিচারকাজ পরিচালনা করছে বলে জানান তিনি। <box>13 908 297 993</box>
body-paragraph: নির্বাচন বোর্ডের বিজ্ঞপ্তিতে (স্মারক নং ০৪.৪২.২০০০.০১১.৬৯.০১৫.২৬) বলা হয়, ভোটার তালিকা নিয়ে উত্থাপিত আপত্তি নিষ্পত্তি না হওয়ায় ৩ মে ২০২৬ তারিখে অনুষ্ঠেয় নির্বাচন স্থগিত করা হলো। পরবর্তী তারিখ যথাসময়ে জানানো হবে। <box>319 2149 517 2252</box>
body-paragraph: দ্রব্যমূল্যের ঊর্ধ্বগতির সঙ্গে সঙ্গতি রেখে ৯ম জাতীয় পে-স্কেল দ্রুত বাস্তবায়নের দাবি জানানো হয়েছে। একই সঙ্গে স্থায়ী বেতন কমিশন গঠনের দাবিও তোলা হয় গতকাল প্রকাশিত এক প্রেস বিজ্ঞপ্তিতে। <box>319 234 517 319</box>
body-paragraph: এ বিষয়ে বিশ্ববিদ্যালয় প্রশাসনের এক কর্মকর্তা বলেন, তদন্ত কমিটির প্রতিবেদন পাওয়ার পর অভিযুক্তদের বিরুদ্ধে যথাযথ ব্যবস্থা নেওয়া হবে। প্রশাসন শিক্ষার্থীদের যৌক্তিক দাবির প্রতি শ্রদ্ধাশীল বলেও জানান তিনি। এরপর শিক্ষার্থীরা কর্মসূচি স্থগিত করে হলে ফিরে যান। <box>13 653 297 738</box>
article-headline: রাজধানীতে পৃথক স্থানে ৩ লাশ উদ্ধার <box>828 1972 1054 2020</box>
newspaper-logo <box>1309 10 1525 89</box>
